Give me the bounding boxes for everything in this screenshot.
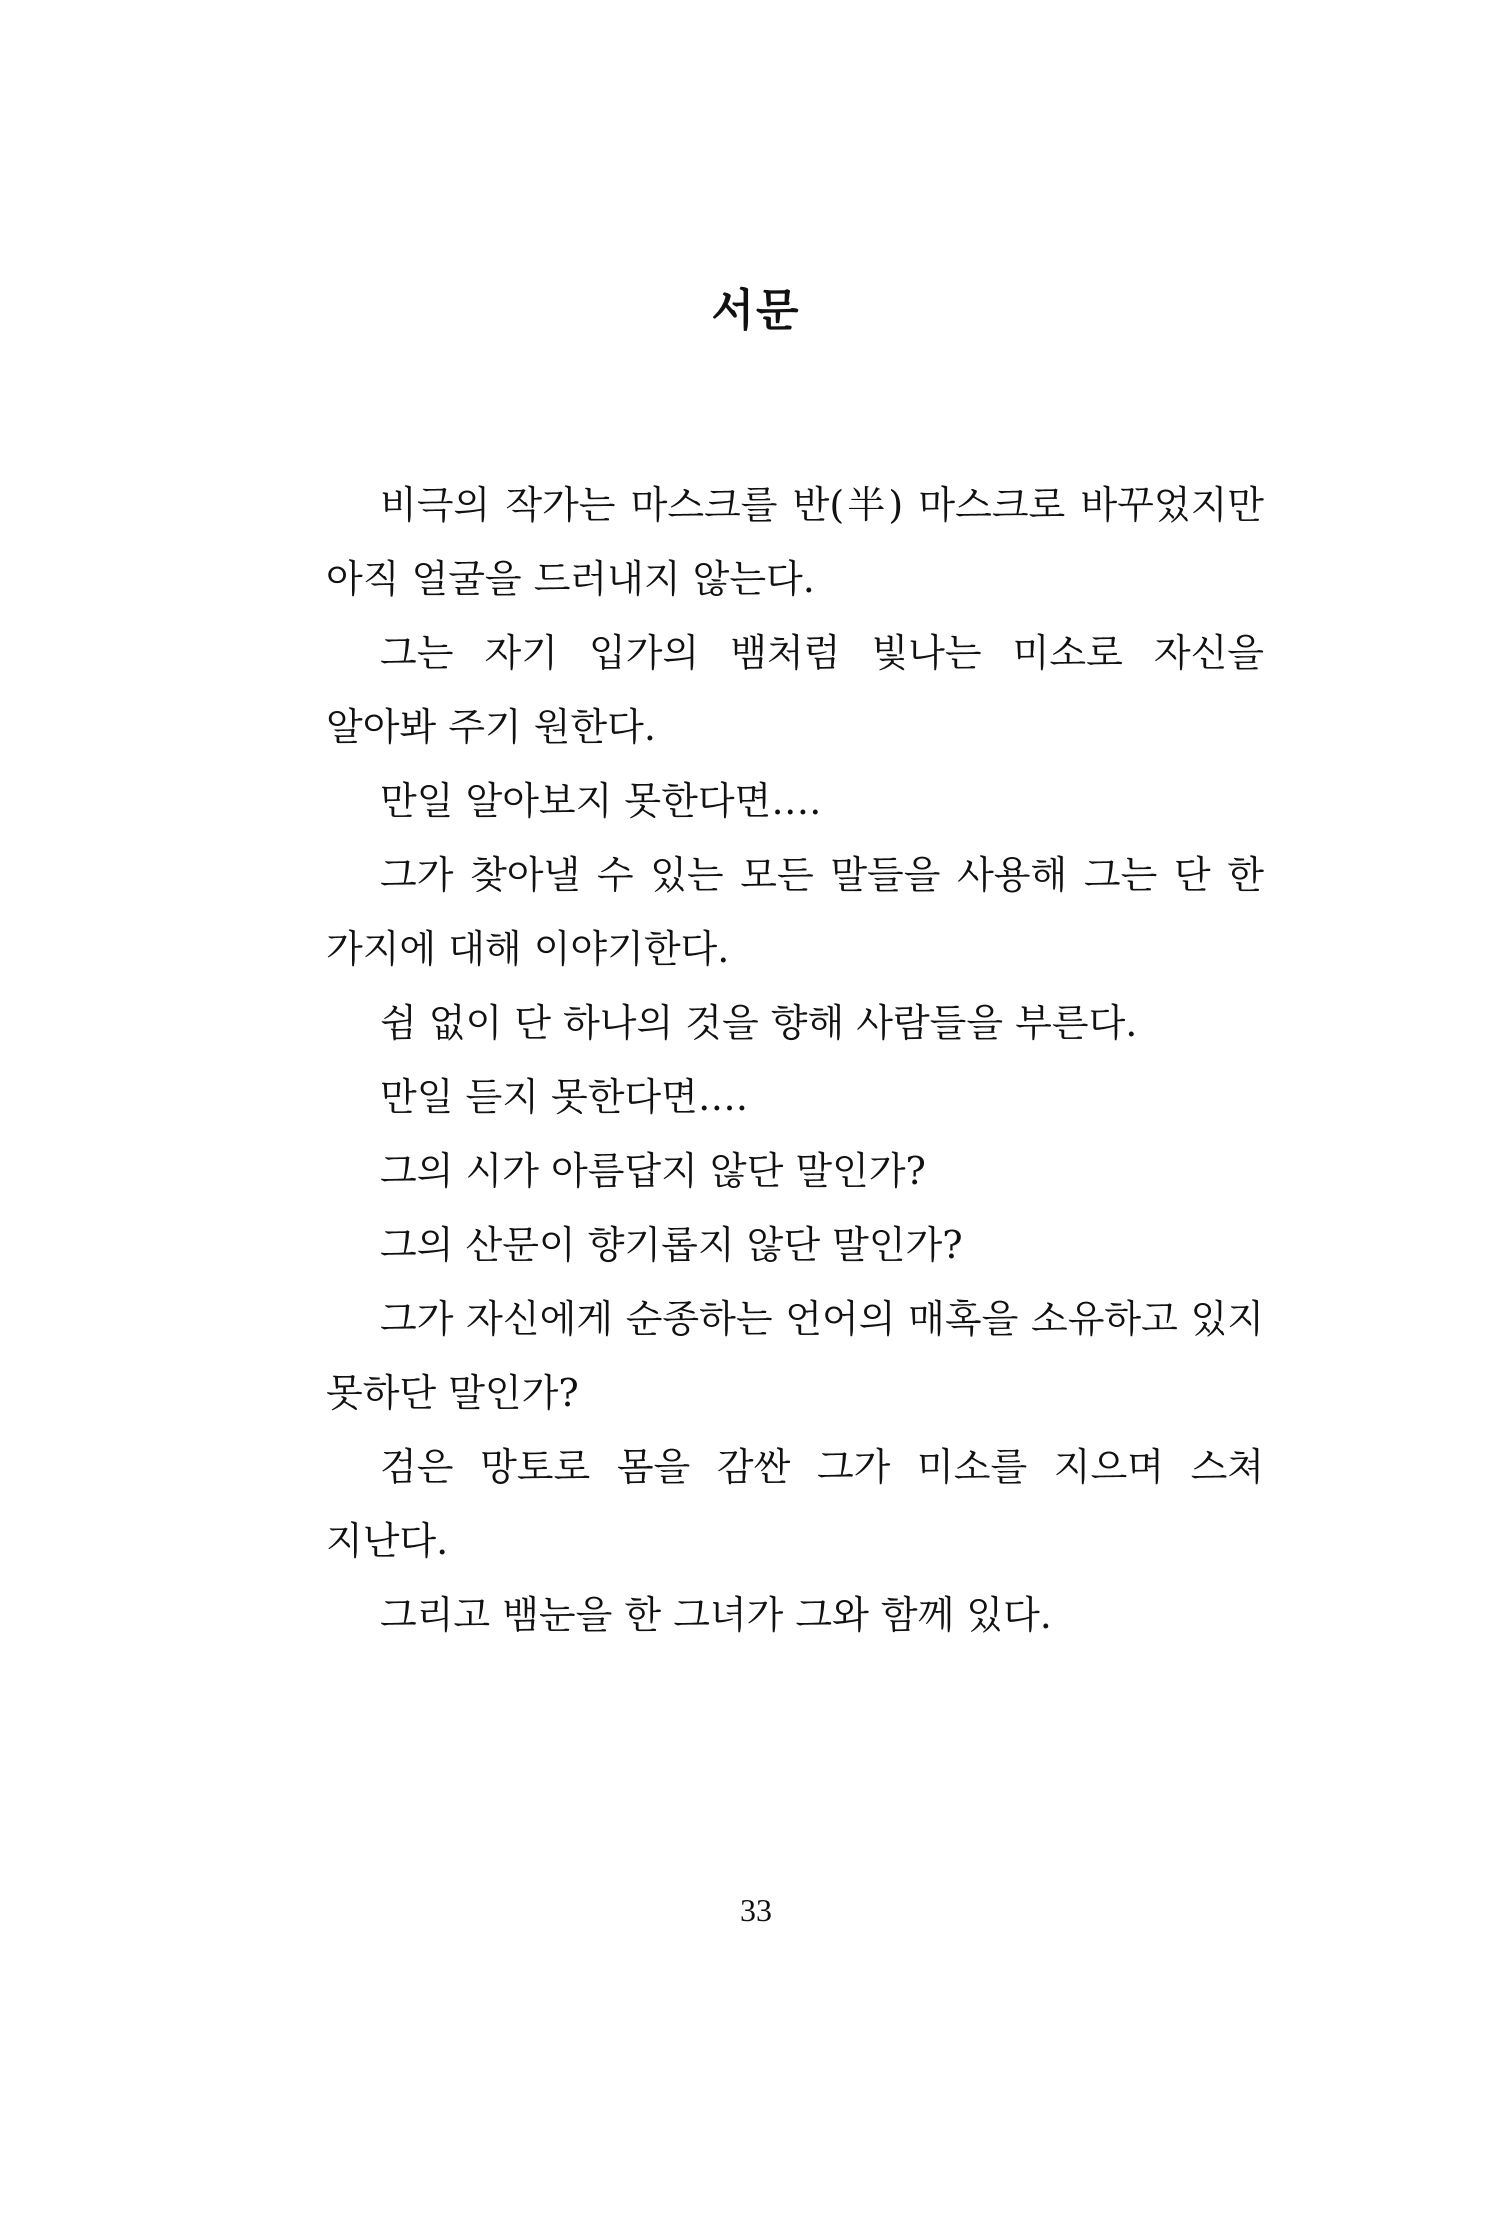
paragraph-4: 그가 찾아낼 수 있는 모든 말들을 사용해 그는 단 한 가지에 대해 이야기한다. — [326, 853, 1264, 971]
paragraph-11: 그리고 뱀눈을 한 그녀가 그와 함께 있다. — [380, 1593, 1052, 1637]
page-title: 서문 — [711, 285, 801, 337]
paragraph-1: 비극의 작가는 마스크를 반(半) 마스크로 바꾸었지만 아직 얼굴을 드러내지 않는다. — [326, 483, 1264, 601]
paragraph-9: 그가 자신에게 순종하는 언어의 매혹을 소유하고 있지 못하단 말인가? — [326, 1297, 1264, 1415]
paragraph-10: 검은 망토로 몸을 감싼 그가 미소를 지으며 스쳐 지난다. — [326, 1445, 1264, 1563]
paragraph-6: 만일 듣지 못한다면…. — [380, 1075, 748, 1119]
paragraph-3: 만일 알아보지 못한다면…. — [380, 779, 822, 823]
paragraph-7: 그의 시가 아름답지 않단 말인가? — [380, 1149, 926, 1193]
paragraph-2: 그는 자기 입가의 뱀처럼 빛나는 미소로 자신을 알아봐 주기 원한다. — [326, 631, 1264, 749]
paragraph-5: 쉼 없이 단 하나의 것을 향해 사람들을 부른다. — [380, 1001, 1138, 1045]
body-text — [326, 468, 1264, 1652]
page-number: 33 — [740, 1892, 772, 1928]
paragraph-8: 그의 산문이 향기롭지 않단 말인가? — [380, 1223, 963, 1267]
